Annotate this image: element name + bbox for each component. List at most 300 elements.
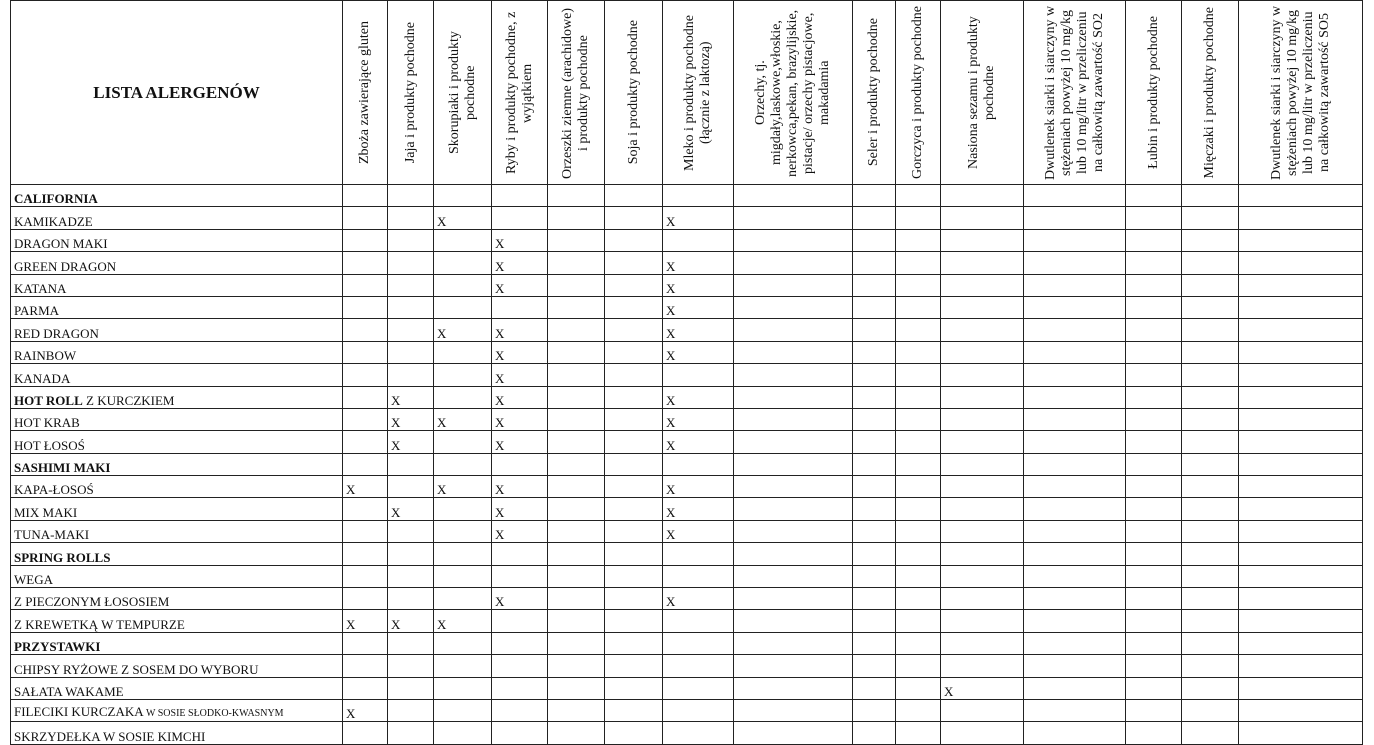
allergen-cell [896, 364, 941, 386]
allergen-mark: X [495, 437, 505, 453]
item-name-cell [11, 565, 343, 587]
allergen-cell [1024, 229, 1126, 251]
allergen-cell [1182, 565, 1239, 587]
allergen-mark: X [666, 392, 676, 408]
item-name: WEGA [14, 572, 53, 588]
allergen-cell [388, 632, 434, 654]
allergen-mark: X [495, 236, 505, 252]
allergen-cell [388, 408, 434, 430]
column-header [343, 1, 388, 185]
allergen-cell [343, 453, 388, 475]
allergen-cell [853, 431, 896, 453]
column-header-label: Soja i produkty pochodne [625, 20, 641, 165]
allergen-cell [1024, 476, 1126, 498]
allergen-cell [1024, 655, 1126, 677]
allergen-cell [896, 699, 941, 721]
allergen-cell [605, 274, 663, 296]
allergen-cell [343, 610, 388, 632]
allergen-cell [1239, 431, 1363, 453]
allergen-cell [1126, 274, 1182, 296]
allergen-mark: X [495, 258, 505, 274]
allergen-cell [1182, 296, 1239, 318]
allergen-cell [941, 677, 1024, 699]
allergen-cell [896, 543, 941, 565]
allergen-cell [663, 185, 734, 207]
allergen-cell [605, 408, 663, 430]
allergen-cell [734, 610, 853, 632]
item-name-cell [11, 296, 343, 318]
allergen-cell [941, 632, 1024, 654]
allergen-cell [1024, 543, 1126, 565]
allergen-cell [734, 476, 853, 498]
allergen-cell [1024, 408, 1126, 430]
allergen-cell [941, 319, 1024, 341]
allergen-cell [492, 610, 548, 632]
allergen-cell [605, 453, 663, 475]
allergen-cell [388, 498, 434, 520]
allergen-cell [434, 677, 492, 699]
column-header [434, 1, 492, 185]
table-row [11, 229, 1363, 251]
allergen-cell [388, 677, 434, 699]
allergen-cell [434, 229, 492, 251]
allergen-cell [941, 185, 1024, 207]
allergen-cell [1182, 722, 1239, 744]
allergen-cell [492, 431, 548, 453]
item-name-cell [11, 588, 343, 610]
allergen-cell [1239, 296, 1363, 318]
allergen-cell [605, 498, 663, 520]
allergen-cell [343, 543, 388, 565]
allergen-cell [1024, 319, 1126, 341]
allergen-cell [896, 610, 941, 632]
column-header-label: Skorupiaki i produkty pochodne [446, 31, 478, 154]
allergen-cell [1239, 565, 1363, 587]
allergen-cell [1024, 520, 1126, 542]
allergen-cell [1239, 677, 1363, 699]
allergen-cell [1182, 453, 1239, 475]
allergen-cell [1126, 588, 1182, 610]
allergen-cell [1239, 699, 1363, 721]
allergen-cell [1239, 476, 1363, 498]
allergen-cell [1182, 610, 1239, 632]
allergen-cell [663, 610, 734, 632]
allergen-cell [388, 207, 434, 229]
allergen-cell [896, 565, 941, 587]
allergen-cell [1239, 274, 1363, 296]
allergen-cell [1126, 543, 1182, 565]
allergen-mark: X [437, 482, 447, 498]
allergen-cell [663, 453, 734, 475]
allergen-cell [434, 543, 492, 565]
allergen-cell [492, 296, 548, 318]
allergen-cell [343, 386, 388, 408]
allergen-cell [548, 655, 605, 677]
allergen-cell [1239, 364, 1363, 386]
allergen-cell [434, 296, 492, 318]
column-header-label: Jaja i produkty pochodne [402, 21, 418, 164]
allergen-mark: X [495, 415, 505, 431]
category-row [11, 632, 1363, 654]
allergen-cell [343, 252, 388, 274]
allergen-cell [343, 699, 388, 721]
allergen-cell [663, 677, 734, 699]
allergen-cell [853, 655, 896, 677]
allergen-cell [1239, 341, 1363, 363]
allergen-mark: X [495, 348, 505, 364]
allergen-cell [1182, 207, 1239, 229]
allergen-cell [734, 588, 853, 610]
allergen-cell [548, 722, 605, 744]
allergen-mark: X [666, 482, 676, 498]
allergen-cell [343, 677, 388, 699]
allergen-cell [1126, 476, 1182, 498]
item-name: Z PIECZONYM ŁOSOSIEM [14, 594, 170, 610]
item-name: GREEN DRAGON [14, 258, 117, 274]
allergen-cell [896, 252, 941, 274]
allergen-cell [1239, 386, 1363, 408]
allergen-cell [343, 408, 388, 430]
allergen-mark: X [666, 437, 676, 453]
allergen-cell [1024, 386, 1126, 408]
allergen-cell [434, 476, 492, 498]
allergen-cell [548, 588, 605, 610]
allergen-cell [605, 319, 663, 341]
allergen-cell [434, 588, 492, 610]
allergen-cell [663, 588, 734, 610]
allergen-cell [1182, 520, 1239, 542]
item-name-cell [11, 229, 343, 251]
column-header [1126, 1, 1182, 185]
allergen-cell [434, 341, 492, 363]
column-header [1024, 1, 1126, 185]
allergen-cell [492, 632, 548, 654]
table-row [11, 252, 1363, 274]
item-name-cell [11, 274, 343, 296]
allergen-cell [941, 610, 1024, 632]
allergen-cell [734, 543, 853, 565]
allergen-cell [434, 520, 492, 542]
table-row [11, 207, 1363, 229]
allergen-mark: X [666, 415, 676, 431]
allergen-cell [605, 565, 663, 587]
column-header [605, 1, 663, 185]
item-name-cell [11, 655, 343, 677]
allergen-cell [1126, 520, 1182, 542]
item-name-cell [11, 252, 343, 274]
allergen-cell [548, 431, 605, 453]
allergen-cell [896, 207, 941, 229]
allergen-cell [1182, 386, 1239, 408]
allergen-cell [343, 229, 388, 251]
allergen-cell [548, 229, 605, 251]
allergen-cell [853, 252, 896, 274]
allergen-cell [853, 632, 896, 654]
allergen-cell [1239, 319, 1363, 341]
allergen-cell [388, 520, 434, 542]
allergen-cell [896, 520, 941, 542]
allergen-cell [434, 565, 492, 587]
allergen-cell [1126, 252, 1182, 274]
item-name-cell [11, 699, 343, 721]
allergen-cell [1126, 229, 1182, 251]
column-header [941, 1, 1024, 185]
column-header [1239, 1, 1363, 185]
allergen-cell [1182, 677, 1239, 699]
allergen-cell [663, 655, 734, 677]
allergen-cell [1239, 632, 1363, 654]
item-name: RAINBOW [14, 348, 77, 364]
allergen-cell [941, 364, 1024, 386]
allergen-cell [388, 588, 434, 610]
allergen-table [10, 0, 1363, 745]
table-row [11, 565, 1363, 587]
allergen-cell [896, 319, 941, 341]
allergen-cell [853, 207, 896, 229]
allergen-cell [853, 319, 896, 341]
allergen-cell [605, 364, 663, 386]
allergen-cell [734, 386, 853, 408]
allergen-cell [734, 364, 853, 386]
allergen-cell [734, 185, 853, 207]
allergen-cell [1126, 610, 1182, 632]
allergen-cell [388, 453, 434, 475]
allergen-cell [734, 408, 853, 430]
allergen-mark: X [391, 504, 401, 520]
allergen-cell [1126, 655, 1182, 677]
category-row [11, 543, 1363, 565]
allergen-cell [1182, 476, 1239, 498]
allergen-cell [343, 520, 388, 542]
allergen-mark: X [666, 527, 676, 543]
allergen-cell [1182, 498, 1239, 520]
allergen-cell [663, 520, 734, 542]
allergen-cell [388, 565, 434, 587]
allergen-mark: X [666, 213, 676, 229]
allergen-cell [853, 185, 896, 207]
allergen-cell [941, 722, 1024, 744]
allergen-cell [388, 274, 434, 296]
allergen-cell [1024, 252, 1126, 274]
allergen-cell [434, 722, 492, 744]
allergen-cell [343, 296, 388, 318]
item-name-note: W SOSIE SŁODKO-KWASNYM [143, 708, 284, 720]
column-header-label: Gorczyca i produkty pochodne [910, 6, 925, 179]
item-name: SKRZYDEŁKA W SOSIE KIMCHI [14, 728, 206, 744]
allergen-cell [492, 386, 548, 408]
allergen-cell [605, 476, 663, 498]
allergen-cell [434, 699, 492, 721]
item-name: KAMIKADZE [14, 213, 93, 229]
table-row [11, 364, 1363, 386]
allergen-cell [941, 229, 1024, 251]
allergen-cell [734, 722, 853, 744]
category-name: PRZYSTAWKI [14, 639, 101, 655]
item-name: HOT ROLL [14, 392, 83, 408]
allergen-cell [1126, 498, 1182, 520]
allergen-mark: X [437, 213, 447, 229]
category-name-cell [11, 185, 343, 207]
allergen-cell [548, 296, 605, 318]
category-name-cell [11, 632, 343, 654]
allergen-cell [663, 252, 734, 274]
allergen-cell [1182, 229, 1239, 251]
allergen-cell [605, 677, 663, 699]
allergen-cell [1239, 722, 1363, 744]
allergen-cell [853, 386, 896, 408]
allergen-cell [434, 252, 492, 274]
allergen-cell [896, 386, 941, 408]
allergen-cell [1024, 185, 1126, 207]
allergen-cell [896, 274, 941, 296]
allergen-cell [853, 296, 896, 318]
allergen-cell [434, 364, 492, 386]
allergen-cell [1024, 588, 1126, 610]
allergen-cell [434, 610, 492, 632]
allergen-cell [1182, 543, 1239, 565]
allergen-cell [343, 364, 388, 386]
allergen-cell [548, 520, 605, 542]
category-name-cell [11, 453, 343, 475]
allergen-cell [1182, 274, 1239, 296]
allergen-cell [548, 677, 605, 699]
allergen-cell [1239, 185, 1363, 207]
allergen-cell [853, 408, 896, 430]
allergen-cell [492, 341, 548, 363]
allergen-cell [941, 207, 1024, 229]
allergen-cell [492, 498, 548, 520]
allergen-cell [663, 364, 734, 386]
allergen-cell [434, 632, 492, 654]
item-name-cell [11, 677, 343, 699]
allergen-mark: X [666, 303, 676, 319]
item-name-cell [11, 476, 343, 498]
allergen-cell [548, 274, 605, 296]
allergen-cell [896, 498, 941, 520]
item-name: KATANA [14, 280, 67, 296]
table-row [11, 699, 1363, 721]
allergen-cell [734, 632, 853, 654]
column-header-label: Dwutlenek siarki i siarczyny w stężeniach powyżej 10 mg/kg lub 10 mg/litr w przeliczeniu na całkowitą zawartość SO5 [1268, 5, 1332, 180]
allergen-cell [605, 543, 663, 565]
allergen-cell [492, 722, 548, 744]
allergen-mark: X [944, 683, 954, 699]
allergen-cell [896, 296, 941, 318]
allergen-cell [343, 431, 388, 453]
allergen-mark: X [346, 482, 356, 498]
allergen-cell [605, 296, 663, 318]
allergen-cell [434, 453, 492, 475]
table-row [11, 476, 1363, 498]
allergen-cell [1182, 632, 1239, 654]
allergen-cell [734, 565, 853, 587]
column-header-label: Łubin i produkty pochodne [1145, 16, 1161, 169]
allergen-cell [1024, 364, 1126, 386]
allergen-cell [605, 610, 663, 632]
column-header-label: Mięczaki i produkty pochodne [1202, 6, 1217, 179]
allergen-cell [1024, 677, 1126, 699]
table-row [11, 408, 1363, 430]
allergen-cell [434, 319, 492, 341]
allergen-cell [896, 655, 941, 677]
allergen-cell [941, 431, 1024, 453]
table-row [11, 498, 1363, 520]
allergen-cell [548, 632, 605, 654]
allergen-cell [388, 185, 434, 207]
allergen-cell [853, 341, 896, 363]
allergen-cell [1182, 431, 1239, 453]
header-row [11, 1, 1363, 185]
allergen-cell [548, 364, 605, 386]
allergen-cell [663, 386, 734, 408]
category-name-cell [11, 543, 343, 565]
allergen-mark: X [495, 392, 505, 408]
allergen-cell [605, 655, 663, 677]
allergen-cell [1239, 207, 1363, 229]
allergen-mark: X [495, 594, 505, 610]
allergen-cell [548, 386, 605, 408]
allergen-cell [548, 252, 605, 274]
table-row [11, 655, 1363, 677]
allergen-cell [1239, 520, 1363, 542]
allergen-cell [853, 610, 896, 632]
allergen-cell [605, 229, 663, 251]
allergen-cell [605, 431, 663, 453]
allergen-cell [853, 229, 896, 251]
allergen-cell [941, 274, 1024, 296]
allergen-cell [663, 543, 734, 565]
allergen-cell [1126, 431, 1182, 453]
allergen-cell [434, 185, 492, 207]
table-title: LISTA ALERGENÓW [11, 1, 343, 185]
allergen-cell [388, 229, 434, 251]
item-name-cell [11, 722, 343, 744]
column-header-label: Seler i produkty pochodne [866, 18, 881, 167]
item-name-cell [11, 498, 343, 520]
allergen-cell [492, 476, 548, 498]
allergen-mark: X [437, 616, 447, 632]
category-name: SPRING ROLLS [14, 549, 111, 565]
allergen-cell [941, 476, 1024, 498]
category-name: CALIFORNIA [14, 191, 98, 207]
allergen-cell [492, 207, 548, 229]
allergen-cell [492, 185, 548, 207]
table-row [11, 677, 1363, 699]
allergen-mark: X [495, 482, 505, 498]
allergen-cell [941, 520, 1024, 542]
allergen-cell [734, 341, 853, 363]
allergen-cell [343, 565, 388, 587]
allergen-cell [1024, 341, 1126, 363]
allergen-cell [492, 520, 548, 542]
allergen-cell [853, 722, 896, 744]
allergen-cell [853, 274, 896, 296]
allergen-cell [896, 229, 941, 251]
allergen-cell [388, 610, 434, 632]
allergen-cell [941, 655, 1024, 677]
column-header-label: Ryby i produkty pochodne, z wyjątkiem [503, 11, 535, 174]
column-header [853, 1, 896, 185]
allergen-cell [492, 543, 548, 565]
category-row [11, 185, 1363, 207]
allergen-cell [492, 677, 548, 699]
item-name: RED DRAGON [14, 325, 99, 341]
column-header [734, 1, 853, 185]
allergen-cell [941, 543, 1024, 565]
allergen-cell [343, 319, 388, 341]
allergen-mark: X [666, 325, 676, 341]
allergen-cell [548, 408, 605, 430]
